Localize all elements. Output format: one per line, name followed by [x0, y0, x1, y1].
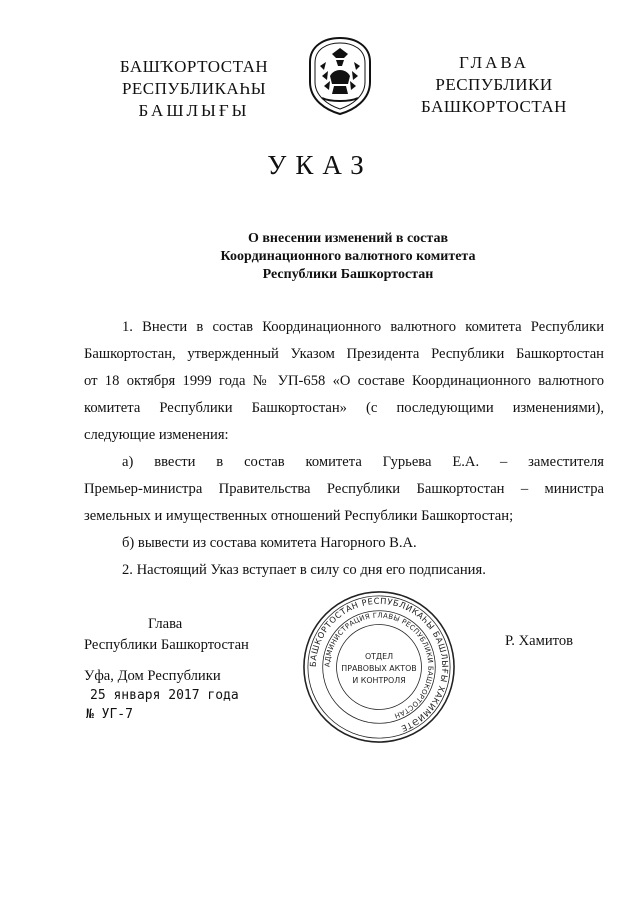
header-left	[104, 56, 284, 122]
header-right-line-2: РЕСПУБЛИКИ	[435, 75, 553, 94]
stamp-center-line-3: И КОНТРОЛЯ	[352, 675, 406, 685]
item-a-line-3: земельных и имущественных отношений Республики Башкортостан;	[84, 508, 514, 524]
header-left-line-3: БАШЛЫҒЫ	[138, 101, 250, 120]
item-a-line-1: а) ввести в состав комитета Гурьева Е.А. – заместителя	[122, 454, 604, 470]
item-a-line-2: Премьер-министра Правительства Республики Башкортостан – министра	[84, 481, 604, 497]
paragraph-1-line-2: Башкортостан, утвержденный Указом Президента Республики Башкортостан	[84, 346, 604, 362]
decree-number: № УГ-7	[86, 707, 133, 722]
subject-line-2: Координационного валютного комитета	[220, 249, 476, 264]
stamp-outer-text: БАШКОРТОСТАН РЕСПУБЛИКАҺЫ БАШЛЫҒЫ ХАКИМИӘТЕ	[307, 595, 451, 735]
header-left-line-2: РЕСПУБЛИКАҺЫ	[121, 79, 267, 98]
signature-title	[84, 614, 249, 656]
place-date-number	[84, 667, 239, 724]
subject-line-1: О внесении изменений в состав	[247, 231, 449, 246]
paragraph-1-line-3: от 18 октября 1999 года № УП-658 «О составе Координационного валютного	[84, 373, 604, 389]
signature-title-line-1: Глава	[148, 616, 183, 632]
header-right	[414, 52, 574, 118]
header-left-line-1: БАШҠОРТОСТАН	[119, 57, 269, 76]
paragraph-1-line-4: комитета Республики Башкортостан» (с последующими изменениями),	[84, 400, 604, 416]
document-type-title: УКАЗ	[267, 150, 373, 180]
decree-body	[84, 314, 604, 584]
place: Уфа, Дом Республики	[84, 668, 221, 684]
decree-subject	[120, 230, 576, 284]
header-right-line-3: БАШКОРТОСТАН	[421, 97, 567, 116]
stamp-center-line-1: ОТДЕЛ	[364, 652, 394, 662]
header-right-line-1: ГЛАВА	[459, 53, 529, 72]
coat-of-arms-icon	[304, 36, 376, 116]
signatory-name: Р. Хамитов	[505, 633, 574, 649]
official-stamp	[300, 588, 458, 746]
paragraph-2: 2. Настоящий Указ вступает в силу со дня его подписания.	[122, 562, 486, 578]
stamp-inner-text: АДМИНИСТРАЦИЯ ГЛАВЫ РЕСПУБЛИКИ БАШКОРТОСТАН	[323, 611, 435, 720]
signature-title-line-2: Республики Башкортостан	[84, 637, 249, 653]
paragraph-1-line-5: следующие изменения:	[84, 427, 229, 443]
subject-line-3: Республики Башкортостан	[262, 267, 434, 282]
paragraph-1-line-1: 1. Внести в состав Координационного валютного комитета Республики	[122, 319, 604, 335]
date: 25 января 2017 года	[90, 688, 239, 703]
stamp-center-line-2: ПРАВОВЫХ АКТОВ	[341, 663, 417, 673]
item-b: б) вывести из состава комитета Нагорного В.А.	[122, 535, 417, 551]
